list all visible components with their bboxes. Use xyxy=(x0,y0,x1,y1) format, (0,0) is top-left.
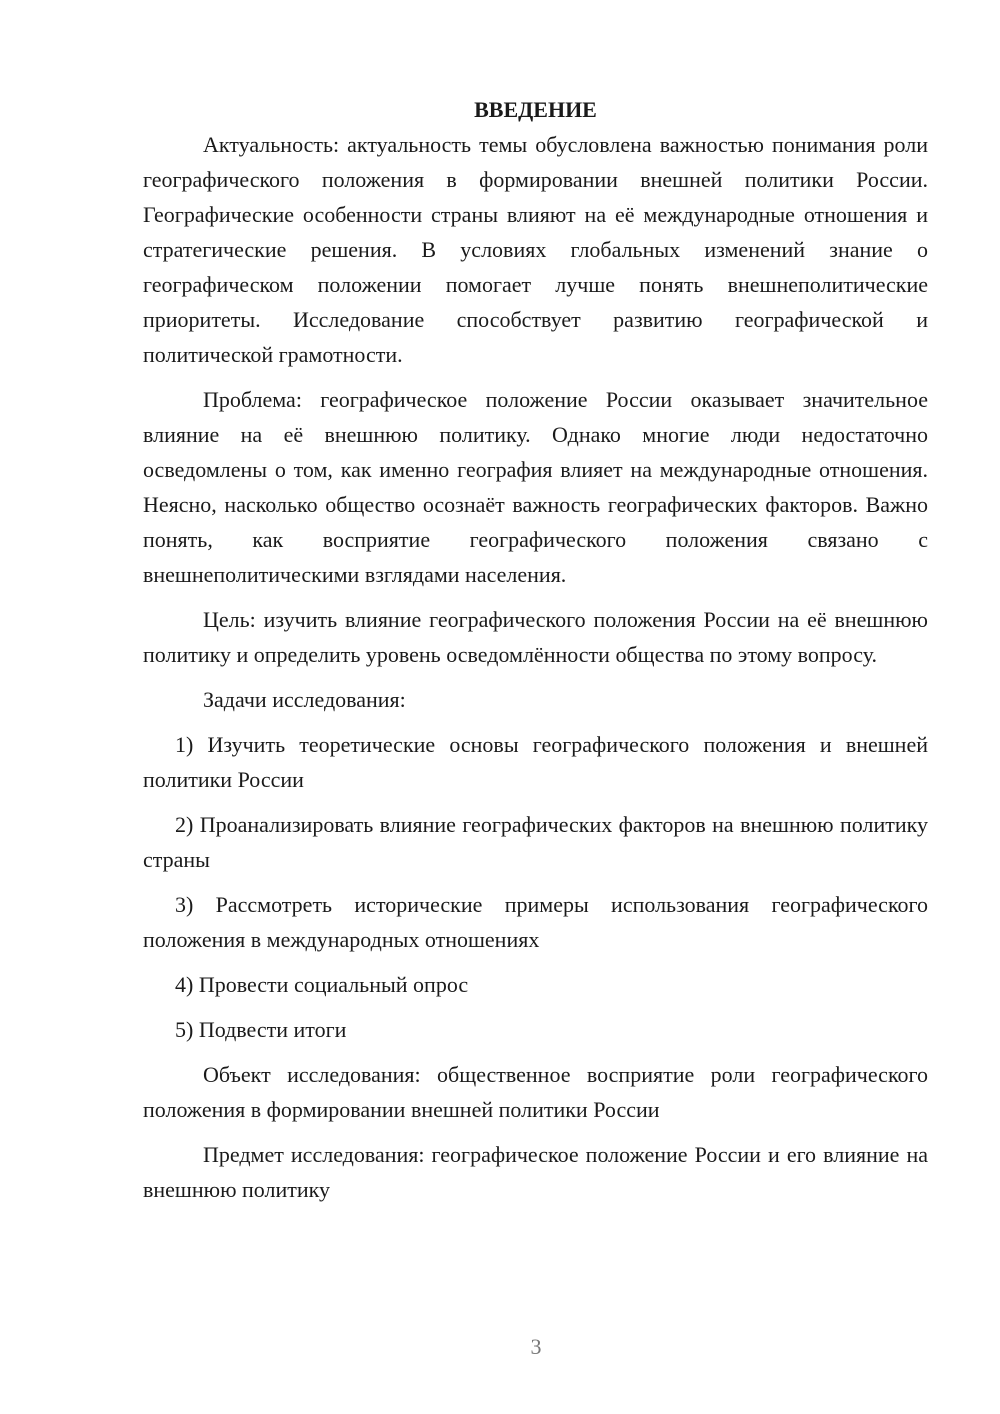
paragraph-goal: Цель: изучить влияние географического положения России на её внешнюю политику и определить уровень осведомлённости общества по этому вопросу. xyxy=(143,607,928,667)
task-item-1: 1) Изучить теоретические основы географического положения и внешней политики России xyxy=(143,732,928,792)
task-item-5: 5) Подвести итоги xyxy=(175,1017,347,1042)
page-number: 3 xyxy=(530,1334,542,1359)
task-item-2: 2) Проанализировать влияние географических факторов на внешнюю политику страны xyxy=(143,812,928,872)
page-content xyxy=(143,92,928,1207)
paragraph-relevance: Актуальность: актуальность темы обусловлена важностью понимания роли географического положения в формировании внешней политики России. Географические особенности страны влияют на её международные отношения и стратегические решения. В условиях глобальных изменений знание о географическом положении помогает лучше понять внешнеполитические приоритеты. Исследование способствует развитию географической и политической грамотности. xyxy=(143,132,928,367)
task-item-3: 3) Рассмотреть исторические примеры использования географического положения в международных отношениях xyxy=(143,892,928,952)
paragraph-object: Объект исследования: общественное восприятие роли географического положения в формировании внешней политики России xyxy=(143,1062,928,1122)
paragraph-subject: Предмет исследования: географическое положение России и его влияние на внешнюю политику xyxy=(143,1142,928,1202)
tasks-title: Задачи исследования: xyxy=(203,687,406,712)
section-heading: ВВЕДЕНИЕ xyxy=(474,97,597,122)
paragraph-problem: Проблема: географическое положение России оказывает значительное влияние на её внешнюю политику. Однако многие люди недостаточно осведомлены о том, как именно география влияет на международные отношения. Неясно, насколько общество осознаёт важность географических факторов. Важно понять, как восприятие географического положения связано с внешнеполитическими взглядами населения. xyxy=(143,387,928,587)
task-item-4: 4) Провести социальный опрос xyxy=(175,972,469,997)
